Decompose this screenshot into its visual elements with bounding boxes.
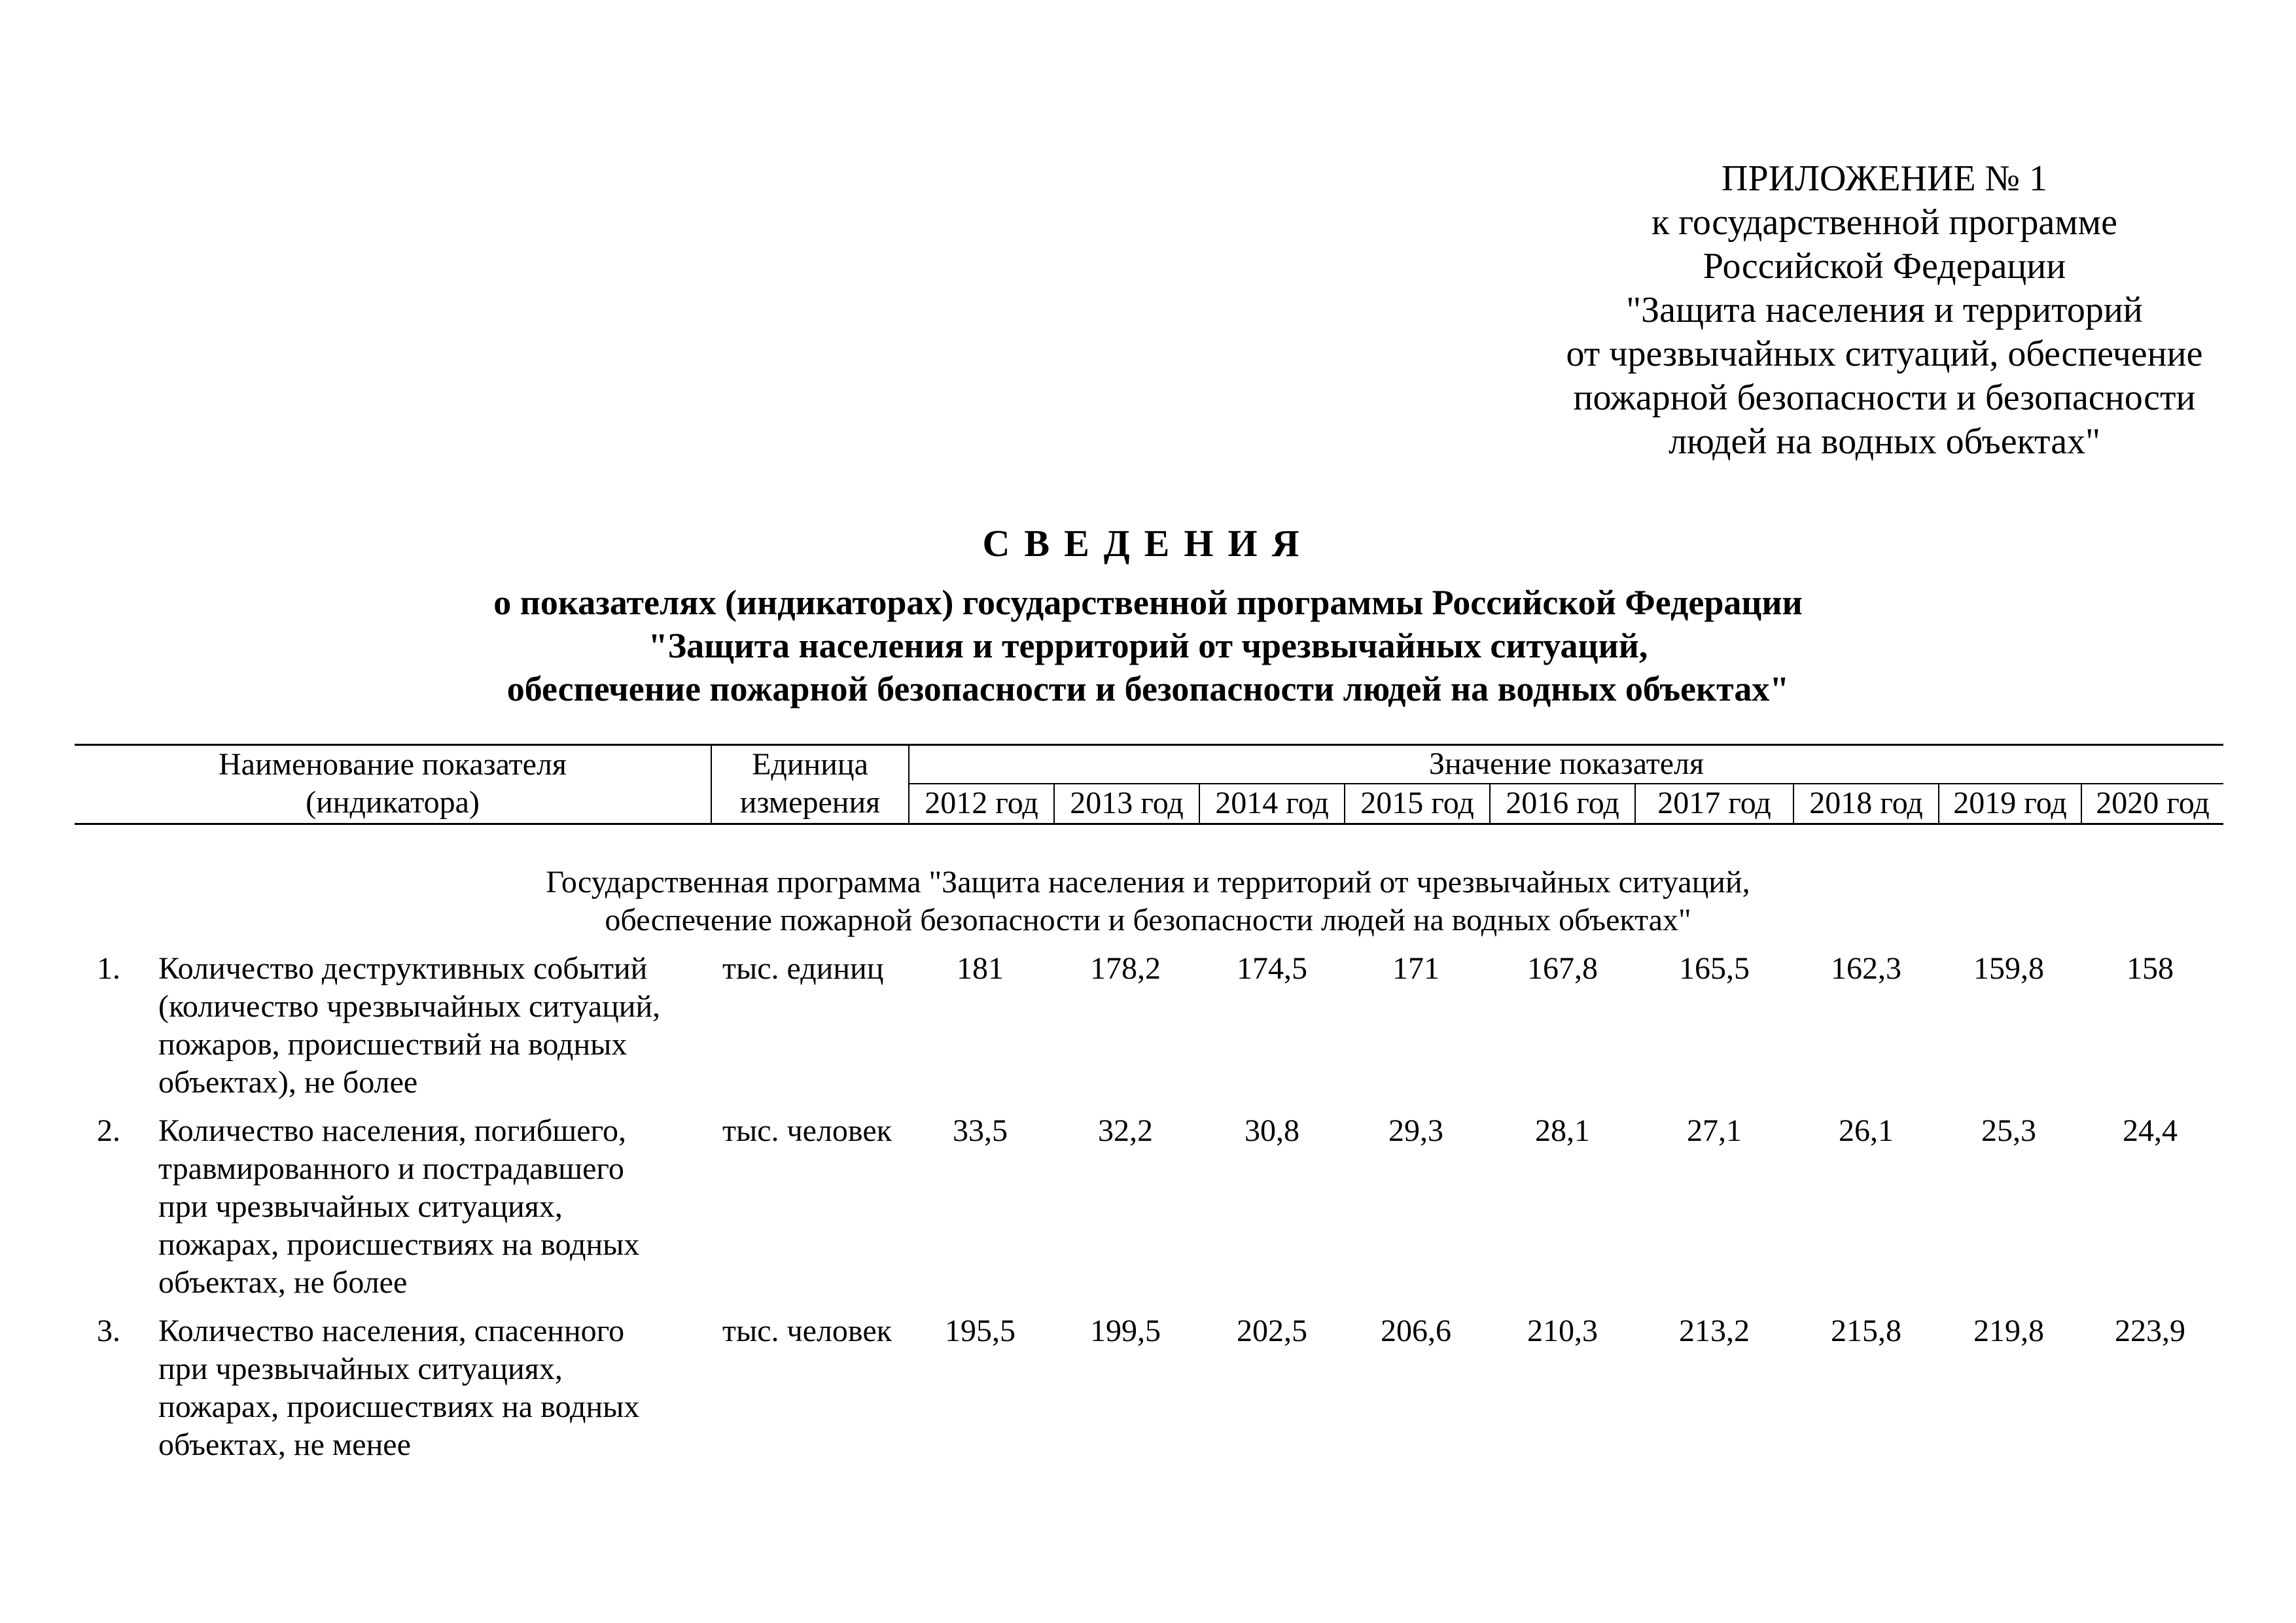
header-year: 2019 год	[1953, 786, 2067, 820]
header-year: 2012 год	[925, 786, 1038, 820]
header-year: 2015 год	[1360, 786, 1474, 820]
value-cell: 181	[957, 951, 1004, 986]
header-unit-line2: измерения	[739, 785, 881, 820]
indicator-name-line: пожарах, происшествиях на водных	[158, 1389, 640, 1424]
indicator-name	[158, 950, 721, 1102]
header-year: 2013 год	[1070, 786, 1184, 820]
indicator-name-line: Количество населения, спасенного	[158, 1314, 625, 1348]
program-heading-line2: обеспечение пожарной безопасности и безопасности людей на водных объектах"	[605, 903, 1691, 937]
appendix-line: Российской Федерации	[1703, 246, 2066, 287]
appendix-block	[1492, 157, 2277, 464]
value-cell: 195,5	[945, 1314, 1016, 1348]
header-name-line2: (индикатора)	[306, 785, 480, 820]
header-year: 2016 год	[1506, 786, 1619, 820]
program-heading	[0, 864, 2296, 939]
value-cell: 174,5	[1237, 951, 1307, 986]
value-cell: 30,8	[1245, 1113, 1299, 1148]
value-cell: 223,9	[2115, 1314, 2185, 1348]
subtitle-line: обеспечение пожарной безопасности и безопасности людей на водных объектах"	[506, 669, 1790, 708]
value-cell: 206,6	[1381, 1314, 1451, 1348]
indicator-name-line: Количество населения, погибшего,	[158, 1113, 627, 1148]
value-cell: 215,8	[1831, 1314, 1901, 1348]
value-cell: 167,8	[1527, 951, 1598, 986]
value-cell: 210,3	[1527, 1314, 1598, 1348]
value-cell: 171	[1392, 951, 1439, 986]
subtitle-line: о показателях (индикаторах) государственной программы Российской Федерации	[493, 583, 1803, 622]
table-header-bottom-rule	[75, 823, 2223, 825]
value-cell: 162,3	[1831, 951, 1901, 986]
indicator-name-line: при чрезвычайных ситуациях,	[158, 1352, 563, 1386]
header-year: 2017 год	[1657, 786, 1771, 820]
value-cell: 213,2	[1679, 1314, 1750, 1348]
row-number: 1.	[97, 951, 120, 986]
header-unit-column	[712, 746, 908, 822]
indicator-name-line: при чрезвычайных ситуациях,	[158, 1189, 563, 1224]
value-cell: 26,1	[1839, 1113, 1894, 1148]
indicator-name-line: объектах, не более	[158, 1265, 408, 1300]
value-cell: 165,5	[1679, 951, 1750, 986]
subtitle-line: "Защита населения и территорий от чрезвычайных ситуаций,	[648, 626, 1648, 665]
document-subtitle	[0, 581, 2296, 710]
document-title: СВЕДЕНИЯ	[982, 522, 1314, 565]
value-cell: 158	[2127, 951, 2174, 986]
header-year: 2020 год	[2096, 786, 2210, 820]
value-cell: 27,1	[1687, 1113, 1742, 1148]
value-cell: 24,4	[2123, 1113, 2178, 1148]
header-unit-line1: Единица	[752, 747, 868, 782]
indicator-name-line: пожаров, происшествий на водных	[158, 1027, 627, 1062]
indicator-name-line: Количество деструктивных событий	[158, 951, 648, 986]
indicator-name-line: (количество чрезвычайных ситуаций,	[158, 989, 661, 1024]
appendix-line: к государственной программе	[1651, 202, 2117, 243]
indicator-name-line: объектах), не более	[158, 1065, 418, 1100]
value-cell: 199,5	[1090, 1314, 1161, 1348]
program-heading-line1: Государственная программа "Защита населения и территорий от чрезвычайных ситуаций,	[546, 865, 1750, 899]
header-name-line1: Наименование показателя	[219, 747, 567, 782]
appendix-line: людей на водных объектах"	[1669, 421, 2100, 462]
value-cell: 33,5	[953, 1113, 1008, 1148]
indicator-name	[158, 1112, 721, 1302]
row-number: 3.	[97, 1314, 120, 1348]
value-cell: 28,1	[1535, 1113, 1590, 1148]
header-year: 2014 год	[1215, 786, 1329, 820]
appendix-line: пожарной безопасности и безопасности	[1573, 377, 2196, 418]
row-number: 2.	[97, 1113, 120, 1148]
unit-of-measure: тыс. человек	[722, 1113, 892, 1148]
header-name-column	[75, 746, 711, 822]
indicator-name-line: пожарах, происшествиях на водных	[158, 1227, 640, 1262]
indicator-name-line: травмированного и пострадавшего	[158, 1151, 624, 1186]
value-cell: 202,5	[1237, 1314, 1307, 1348]
unit-of-measure: тыс. человек	[722, 1314, 892, 1348]
header-values-title: Значение показателя	[1428, 746, 1704, 781]
appendix-line: ПРИЛОЖЕНИЕ № 1	[1722, 158, 2047, 199]
appendix-line: от чрезвычайных ситуаций, обеспечение	[1566, 334, 2203, 374]
value-cell: 29,3	[1388, 1113, 1443, 1148]
appendix-line: "Защита населения и территорий	[1626, 290, 2143, 330]
value-cell: 159,8	[1973, 951, 2044, 986]
value-cell: 178,2	[1090, 951, 1161, 986]
header-year: 2018 год	[1809, 786, 1923, 820]
indicator-name	[158, 1312, 721, 1464]
value-cell: 219,8	[1973, 1314, 2044, 1348]
value-cell: 25,3	[1981, 1113, 2036, 1148]
indicator-name-line: объектах, не менее	[158, 1427, 411, 1462]
unit-of-measure: тыс. единиц	[722, 951, 884, 986]
value-cell: 32,2	[1098, 1113, 1153, 1148]
